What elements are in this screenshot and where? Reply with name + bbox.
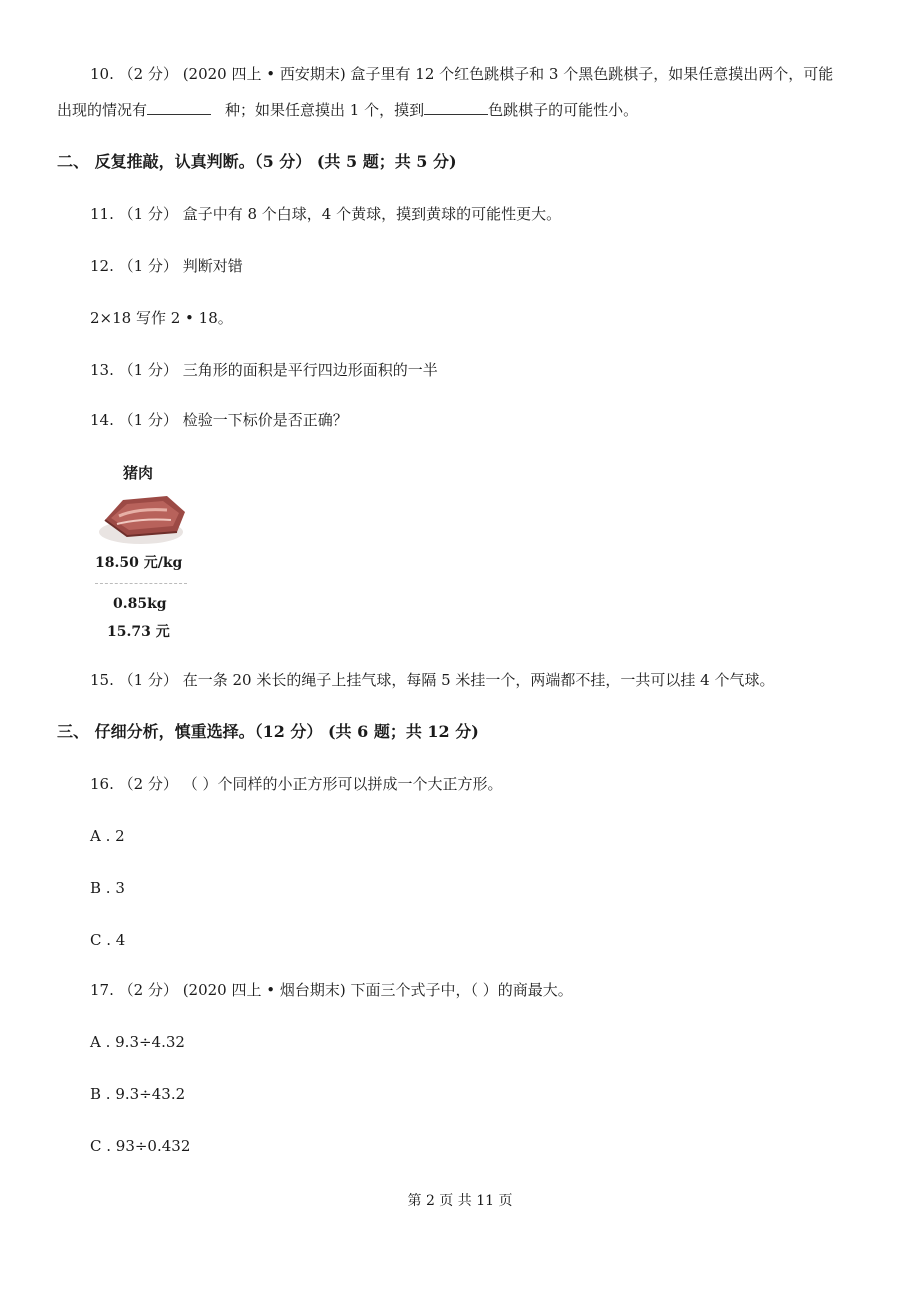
q16-option-b[interactable]: B . 3 [90,879,125,897]
q15: 15. （1 分） 在一条 20 米长的绳子上挂气球，每隔 5 米挂一个，两端都不挂，一共可以挂 4 个气球。 [90,671,775,689]
section2-title: 二、 反复推敲，认真判断。（5 分） (共 5 题；共 5 分) [57,152,457,171]
pork-icon [97,486,189,548]
q10-blank-1[interactable] [147,100,211,115]
price-tag-total: 15.73 元 [107,624,170,640]
q16-option-a[interactable]: A . 2 [90,827,125,845]
q17-option-b[interactable]: B . 9.3÷43.2 [90,1085,186,1103]
q12-line2: 2×18 写作 2 • 18。 [90,309,233,327]
q17-option-c[interactable]: C . 93÷0.432 [90,1137,191,1155]
q10-line1: 10. （2 分） (2020 四上 • 西安期末) 盒子里有 12 个红色跳棋子和 3 个黑色跳棋子，如果任意摸出两个，可能 [90,65,834,83]
q10-text-b: 种；如果任意摸出 1 个，摸到 [225,101,425,119]
q10-blank-2[interactable] [424,100,488,115]
price-tag-unit-price: 18.50 元/kg [95,555,183,571]
section3-title: 三、 仔细分析，慎重选择。（12 分） (共 6 题；共 12 分) [57,722,479,741]
price-tag-image [95,458,191,638]
price-tag-divider [95,583,187,584]
q17-stem: 17. （2 分） (2020 四上 • 烟台期末) 下面三个式子中，（ ）的商最大。 [90,981,573,999]
q17-option-a[interactable]: A . 9.3÷4.32 [90,1033,185,1051]
q11: 11. （1 分） 盒子中有 8 个白球，4 个黄球，摸到黄球的可能性更大。 [90,205,562,223]
page-footer: 第 2 页 共 11 页 [407,1193,513,1209]
q16-option-c[interactable]: C . 4 [90,931,126,949]
q10-text-c: 色跳棋子的可能性小。 [488,101,639,119]
q16-stem: 16. （2 分） （ ）个同样的小正方形可以拼成一个大正方形。 [90,775,503,793]
price-tag-title: 猪肉 [123,464,154,482]
price-tag-weight: 0.85kg [113,596,167,612]
q10-text-a: 出现的情况有 [57,101,148,119]
q13: 13. （1 分） 三角形的面积是平行四边形面积的一半 [90,361,438,379]
q14: 14. （1 分） 检验一下标价是否正确？ [90,411,348,429]
q10-line2 [57,100,638,120]
q12-line1: 12. （1 分） 判断对错 [90,257,243,275]
